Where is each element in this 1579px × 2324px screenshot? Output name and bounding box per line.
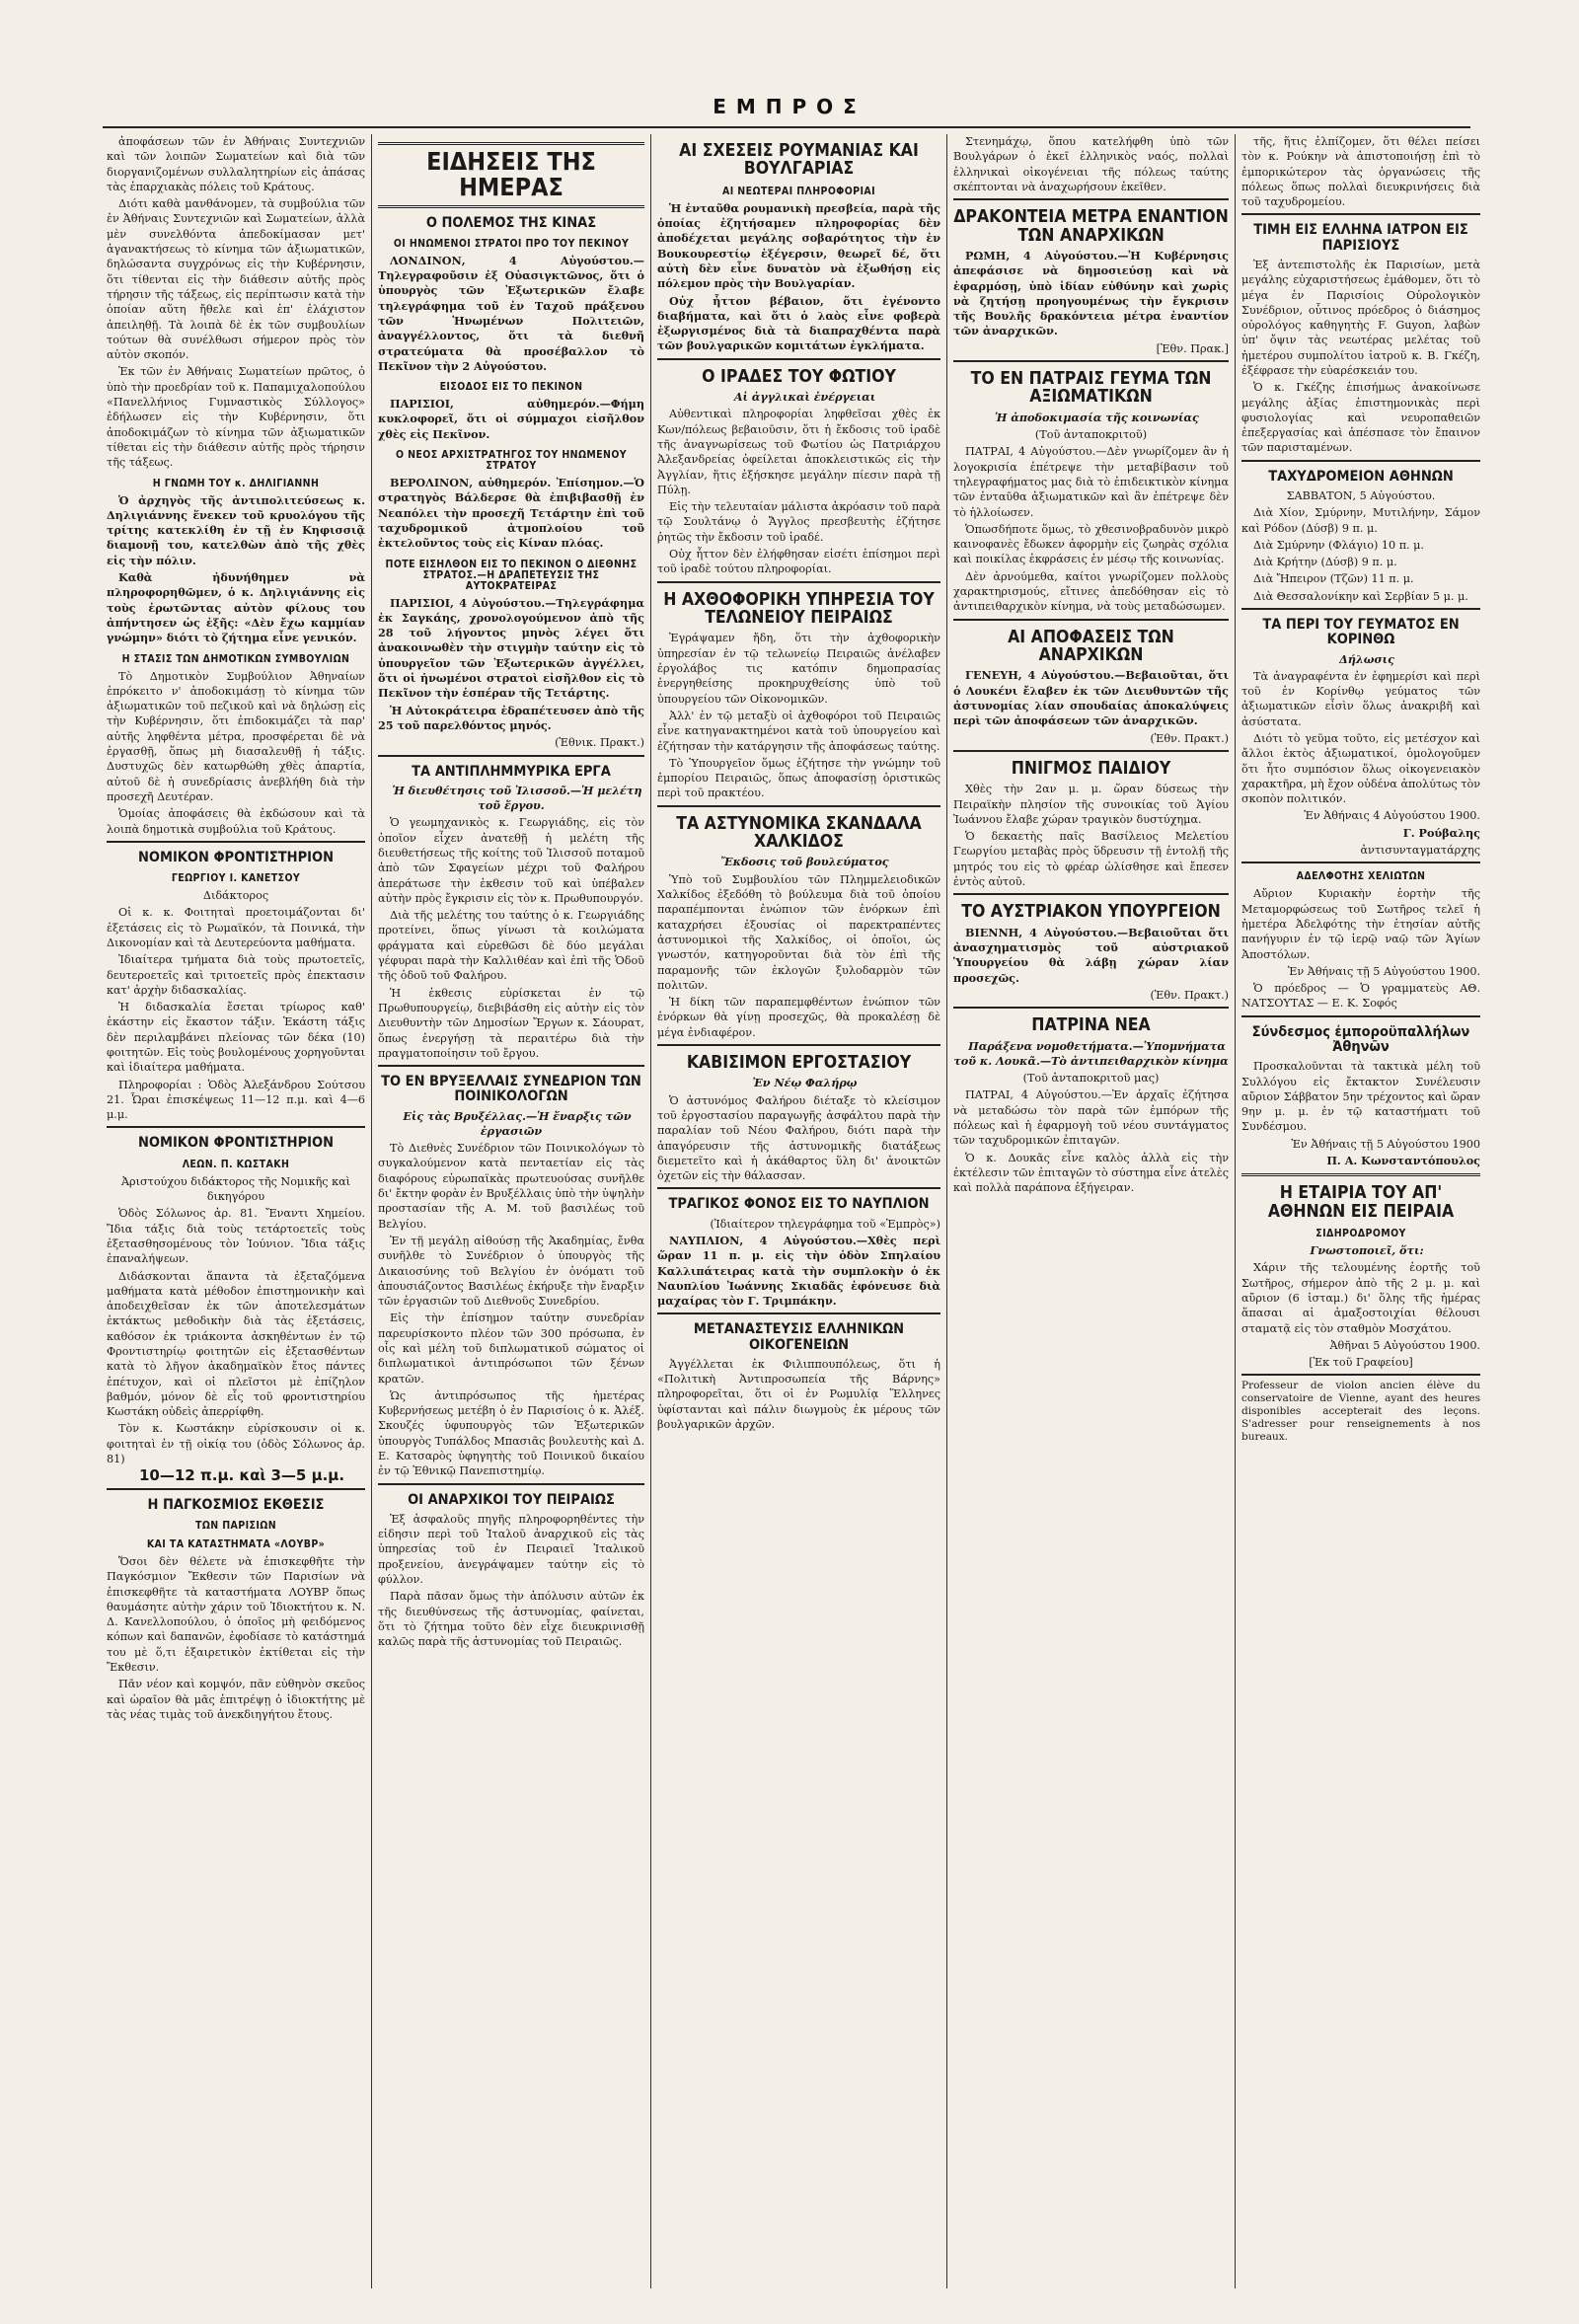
news-dispatch: ΠΑΡΙΣΙΟΙ, 4 Αὐγούστου.—Τηλεγράφημα ἐκ Σαγκάης, χρονολογούμενον ἀπὸ τῆς 28 τοῦ λήγοντος μηνὸς λέγει ὅτι ἀνακοινωθὲν τὴν στιγμὴν ταύτην εἰς τὸ ὑπουργεῖον τῶν Ἐξωτερικῶν ἀγγέλλει, ὅτι οἱ ἡνωμένοι στρατοὶ εἰσῆλθον εἰς τὸ Πεκῖνον τὴν ἑσπέραν τῆς Τετάρτης. — [378, 595, 644, 701]
article-headline: Ο ΠΟΛΕΜΟΣ ΤΗΣ ΚΙΝΑΣ — [425, 214, 597, 231]
section-rule — [1241, 1015, 1480, 1017]
article-subheading: Παράξενα νομοθετήματα.—Ὑπομνήματα τοῦ κ. Λουκᾶ.—Τὸ ἀντιπειθαρχικὸν κίνημα — [953, 1038, 1229, 1068]
paragraph: Διότι καθὰ μανθάνομεν, τὰ συμβούλια τῶν ἐν Ἀθήναις Συντεχνιῶν καὶ Σωματείων, ἀλλὰ μὲν συνελθόντα ἀπεδοκίμασαν μετ' ἀγανακτήσεως τὸ κίνημα τῶν ἀξιωματικῶν, δηλώσαντα συγχρόνως εἰς τὴν Κυβέρνησιν, ὅτι τίθενται εἰς τὴν διάθεσιν αὐτῆς πρὸς τήρησιν τῆς τάξεως, εἰς περίπτωσιν κατὰ τὴν ὁποίαν αὕτη ἤθελε καὶ ἐπ' ἐλάχιστον ἀπειληθῇ. Τὰ λοιπὰ δὲ ἐκ τῶν συμβουλίων τούτων θὰ συνέλθωσι σήμερον πρὸς τὸν αὐτὸν σκοπόν. — [107, 197, 365, 362]
paragraph: ΠΑΤΡΑΙ, 4 Αὐγούστου.—Δὲν γνωρίζομεν ἂν ἡ λογοκρισία ἐπέτρεψε τὴν μεταβίβασιν τοῦ τηλεγραφήματος μας διὰ τὸ ἐπιδεικτικὸν κίνημα τῶν ἐνταῦθα ἀξιωματικῶν καὶ ἂν ἐπέτρεψε δὲν τὸ ἠλλοίωσεν. — [953, 445, 1229, 519]
news-dispatch: Καθὰ ἠδυνήθημεν νὰ πληροφορηθῶμεν, ὁ κ. Δηλιγιάννης εἰς τοὺς ἐρωτῶντας αὐτὸν φίλους του ἀπήντησεν ὡς ἑξῆς: «Δὲν ἔχω καμμίαν γνώμην» διότι τὸ ζήτημα εἶνε γενικόν. — [107, 570, 365, 645]
paragraph: Τὰ ἀναγραφέντα ἐν ἐφημερίσι καὶ περὶ τοῦ ἐν Κορίνθῳ γεύματος τῶν ἀξιωματικῶν εἶσὶν ὅλως ἀνακριβῆ καὶ ἀσύστατα. — [1241, 669, 1480, 728]
article-headline: Ο ΙΡΑΔΕΣ ΤΟΥ ΦΩΤΙΟΥ — [702, 366, 896, 387]
column-3 — [657, 134, 940, 2288]
paragraph: Τὸ Δημοτικὸν Συμβούλιον Ἀθηναίων ἐπρόκειτο ν' ἀποδοκιμάσῃ τὸ κίνημα τῶν ἀξιωματικῶν τοῦ πεζικοῦ καὶ νὰ δηλώσῃ εἰς τὴν Κυβέρνησιν, ὅτι ἐπιδοκιμάζει τὰ παρ' αὐτῆς ληφθέντα μέτρα, προσφέρεται δὲ νὰ ἐργασθῇ, ὅπως μὴ διασαλευθῇ ἡ τάξις. Δυστυχῶς δὲν κατωρθώθη χθὲς ἀπαρτία, αὐτοῦ δὲ ἡ συνεδρίασις ἀνεβλήθη διὰ τὴν προσεχῆ Δευτέραν. — [107, 669, 365, 803]
paragraph: Ὁδὸς Σόλωνος ἀρ. 81. Ἔναντι Χημείου. Ἴδια τάξις διὰ τοὺς τετάρτοετεῖς τοὺς ἐξετασθησομένους τὸν Ἰούνιον. Ἴδια τάξις ἐπαναλήψεων. — [107, 1207, 365, 1266]
news-dispatch: ΡΩΜΗ, 4 Αὐγούστου.—Ἡ Κυβέρνησις ἀπεφάσισε νὰ δημοσιεύσῃ καὶ νὰ ἐφαρμόσῃ, ὑπὸ ἰδίαν εὐθύνην καὶ χωρὶς νὰ ζητήσῃ προηγουμένως τὴν ἔγκρισιν τῆς Βουλῆς δρακόντεια μέτρα ἐναντίον τῶν ἀναρχικῶν. — [953, 248, 1229, 338]
paragraph: Ὅσοι δὲν θέλετε νὰ ἐπισκεφθῆτε τὴν Παγκόσμιον Ἔκθεσιν τῶν Παρισίων νὰ ἐπισκεφθῆτε τὰ καταστήματα ΛΟΥΒΡ ὅπως θαυμάσητε αὐτὴν χάριν τοῦ Ἰδιοκτήτου κ. Ν. Δ. Κανελλοπούλου, ὁ ὁποῖος μὴ φειδόμενος κόπων καὶ δαπανῶν, ἐφοδίασε τὸ κατάστημά του μὲ ὅ,τι ἐξαιρετικὸν ἐκτίθεται εἰς τὴν Ἔκθεσιν. — [107, 1554, 365, 1674]
paragraph: Πᾶν νέον καὶ κομψόν, πᾶν εὐθηνὸν σκεῦος καὶ ὡραῖον θὰ μᾶς ἐπιτρέψῃ ὁ ἰδιοκτήτης μὲ τὰς νέας τιμὰς τοῦ ἀνεκδιηγήτου ἔτους. — [107, 1678, 365, 1721]
paragraph: Διότι τὸ γεῦμα τοῦτο, εἰς μετέσχον καὶ ἄλλοι ἐκτὸς ἀξιωματικοί, ὁμολογοῦμεν ὅτι ἦτο συμπόσιον ὅλως οἰκογενειακὸν χαρακτῆρα, μὴ ἔχον οὐδένα ἀπολύτως τὸν σκοπὸν πολιτικόν. — [1241, 732, 1480, 806]
article-subheading: Ἡ ἀποδοκιμασία τῆς κοινωνίας — [995, 410, 1199, 424]
article-headline: ΤΑ ΑΣΤΥΝΟΜΙΚΑ ΣΚΑΝΔΑΛΑ ΧΑΛΚΙΔΟΣ — [676, 813, 922, 853]
article-subheading: Εἰς τὰς Βρυξέλλας.—Ἡ ἔναρξις τῶν ἐργασιῶν — [403, 1108, 632, 1138]
article-headline: Ο ΝΕΟΣ ΑΡΧΙΣΤΡΑΤΗΓΟΣ ΤΟΥ ΗΝΩΜΕΝΟΥ ΣΤΡΑΤΟΥ — [395, 449, 628, 473]
paragraph: τῆς, ἥτις ἐλπίζομεν, ὅτι θέλει πείσει τὸν κ. Ρούκην νὰ ἀπιστοποιήσῃ ἐπὶ τὸ ἐμπορικώτερον τὰς ὀργανώσεις τῆς πόλεως ὅπως πολλαὶ διευκρινήσεις διὰ τοῦ ταχυδρομείου. — [1241, 135, 1480, 209]
source-credit: [Ἐθν. Πρακ.] — [1156, 341, 1229, 355]
article-headline: ΟΙ ΗΝΩΜΕΝΟΙ ΣΤΡΑΤΟΙ ΠΡΟ ΤΟΥ ΠΕΚΙΝΟΥ — [393, 237, 630, 250]
paragraph: Αὔριον Κυριακὴν ἑορτὴν τῆς Μεταμορφώσεως τοῦ Σωτῆρος τελεῖ ἡ ἡμετέρα Ἀδελφότης τὴν ἐτησίαν αὐτῆς πανήγυριν ἐν τῷ ἱερῷ ναῷ τῶν Ἁγίων Ἀποστόλων. — [1241, 887, 1480, 961]
article-headline: ΠΟΤΕ ΕΙΣΗΛΘΟΝ ΕΙΣ ΤΟ ΠΕΚΙΝΟΝ Ο ΔΙΕΘΝΗΣ ΣΤΡΑΤΟΣ.—Η ΔΡΑΠΕΤΕΥΣΙΣ ΤΗΣ ΑΥΤΟΚΡΑΤΕΙΡΑΣ — [385, 558, 638, 592]
paragraph: Ἰδιαίτερα τμήματα διὰ τοὺς πρωτοετεῖς, δευτεροετεῖς καὶ τριτοετεῖς πρὸς ἐπεκτασιν κατ' ἀρχὴν διδασκαλίας. — [107, 953, 365, 997]
column-1 — [107, 134, 365, 2288]
section-rule — [657, 1187, 940, 1189]
section-rule — [1241, 460, 1480, 462]
paragraph: Ὁ κ. Γκέζης ἐπισήμως ἀνακοίνωσε μεγάλης ἀξίας ἐπιστημονικὰς περὶ φυσιολογίας καὶ νευροπαθειῶν ἐπεξεργασίας καὶ ἀπέσπασε τὸν ἔπαινον τῶν παρισταμένων. — [1241, 381, 1480, 455]
section-rule — [378, 1483, 644, 1485]
paragraph: Στενημάχῳ, ὅπου κατελήφθη ὑπὸ τῶν Βουλγάρων ὁ ἐκεῖ ἑλληνικὸς ναός, πολλαὶ ἑλληνικαὶ οἰκογένειαι τῆς πόλεως ταύτης σκέπτονται νὰ ἀναχωρήσουν ἐκεῖθεν. — [953, 135, 1229, 193]
article-headline: ΕΙΔΗΣΕΙΣ ΤΗΣ ΗΜΕΡΑΣ — [378, 142, 644, 208]
article-headline: Η ΑΧΘΟΦΟΡΙΚΗ ΥΠΗΡΕΣΙΑ ΤΟΥ ΤΕΛΩΝΕΙΟΥ ΠΕΙΡΑΙΩΣ — [663, 589, 935, 629]
article-headline: ΛΕΩΝ. Π. ΚΩΣΤΑΚΗ — [182, 1158, 290, 1170]
paragraph: Προσκαλοῦνται τὰ τακτικὰ μέλη τοῦ Συλλόγου εἰς ἔκτακτον Συνέλευσιν αὔριον Σάββατον 5ην τρέχοντος καὶ ὥραν 9ην μ. μ. ἐν τῷ καταστήματι τοῦ Συνδέσμου. — [1241, 1060, 1480, 1134]
news-dispatch: Ὁ ἀρχηγὸς τῆς ἀντιπολιτεύσεως κ. Δηλιγιάννης ἕνεκεν τοῦ κρυολόγου τῆς τρίτης κατεκλίθη ἐν τῇ ἐν Κηφισσιᾷ διαμονῇ του, κατελθὼν ἀπὸ τῆς χθὲς εἰς τὴν πόλιν. — [107, 492, 365, 567]
section-rule — [953, 619, 1229, 621]
paragraph: Διὰ Κρήτην (Δύσβ) 9 π. μ. — [1253, 556, 1397, 569]
section-rule — [657, 358, 940, 360]
article-headline: ΤΑ ΠΕΡΙ ΤΟΥ ΓΕΥΜΑΤΟΣ ΕΝ ΚΟΡΙΝΘΩ — [1262, 617, 1460, 648]
column-5 — [1241, 134, 1480, 2288]
news-dispatch: ΒΙΕΝΝΗ, 4 Αὐγούστου.—Βεβαιοῦται ὅτι ἀνασχηματισμὸς τοῦ αὐστριακοῦ Ὑπουργείου θὰ λάβῃ χώραν λίαν προσεχῶς. — [953, 925, 1229, 985]
section-rule — [953, 360, 1229, 362]
news-dispatch: Οὐχ ἧττον βέβαιον, ὅτι ἐγένοντο διαβήματα, καὶ ὅτι ὁ λαὸς εἶνε φοβερὰ ἐξωργισμένος διὰ τὰ διαπραχθέντα παρὰ τῶν βουλγαρικῶν κομιτάτων ἐγκλήματα. — [657, 293, 940, 353]
paragraph: Διὰ Χίον, Σμύρνην, Μυτιλήνην, Σάμον καὶ Ρόδον (Δύσβ) 9 π. μ. — [1241, 506, 1480, 535]
paragraph: Ἐν τῇ μεγάλῃ αἰθούσῃ τῆς Ἀκαδημίας, ἔνθα συνῆλθε τὸ Συνέδριον ὁ ὑπουργὸς τῆς Δικαιοσύνης τοῦ Βελγίου ἐν ὀνόματι τοῦ ἀπουσιάζοντος Βασιλέως ἐκήρυξε τὴν ἔναρξιν τῶν ἐργασιῶν τοῦ Διεθνοῦς Συνεδρίου. — [378, 1234, 644, 1309]
source-credit: ἀντισυνταγματάρχης — [1360, 844, 1480, 858]
article-headline: Σύνδεσμος ἐμποροϋπαλλήλων Ἀθηνῶν — [1251, 1023, 1470, 1055]
news-dispatch: ΛΟΝΔΙΝΟΝ, 4 Αὐγούστου.—Τηλεγραφοῦσιν ἐξ Οὐασιγκτῶνος, ὅτι ὁ ὑπουργὸς τῶν Ἐξωτερικῶν ἔλαβε τηλεγράφημα τοῦ ἐν Ταχοῦ πράξενου τῶν Ἡνωμένων Πολιτειῶν, ἀναγγέλλοντος, ὅτι τὰ διεθνῆ στρατεύματα θὰ προσέβαλλον τὸ Πεκῖνον τὴν 2 Αὐγούστου. — [378, 253, 644, 373]
article-headline: Η ΠΑΓΚΟΣΜΙΟΣ ΕΚΘΕΣΙΣ — [147, 1496, 325, 1513]
source-credit: (Ἰδιαίτερον τηλεγράφημα τοῦ «Ἐμπρὸς») — [710, 1217, 940, 1231]
notice-hours: 10—12 π.μ. καὶ 3—5 μ.μ. — [138, 1466, 345, 1485]
article-headline: ΤΩΝ ΠΑΡΙΣΙΩΝ — [194, 1519, 277, 1532]
article-headline: ΕΙΣΟΔΟΣ ΕΙΣ ΤΟ ΠΕΚΙΝΟΝ — [439, 381, 583, 394]
article-headline: ΟΙ ΑΝΑΡΧΙΚΟΙ ΤΟΥ ΠΕΙΡΑΙΩΣ — [408, 1491, 615, 1508]
column-divider — [371, 134, 372, 2288]
source-credit: Ἐν Ἀθήναις 4 Αὐγούστου 1900. — [1304, 809, 1480, 823]
article-headline: Η ΓΝΩΜΗ ΤΟΥ κ. ΔΗΛΙΓΙΑΝΝΗ — [152, 477, 320, 489]
paragraph: Εἰς τὴν τελευταίαν μάλιστα ἀκρόασιν τοῦ παρὰ τῷ Σουλτάνῳ ὁ Ἄγγλος πρεσβευτὴς ἐζήτησε ῥητῶς τὴν ἔκδοσιν τοῦ ἰραδέ. — [657, 500, 940, 544]
paragraph: Ἐξ ἀντεπιστολῆς ἐκ Παρισίων, μετὰ μεγάλης εὐχαριστήσεως ἐμάθομεν, ὅτι τὸ μέγα ἐν Παρισίοις Οὐρολογικὸν Συνέδριον, οὗτινος πρόεδρος ὁ διάσημος οὐρολόγος καθηγητὴς F. Guyon, λαβὼν ὑπ' ὄψιν τὰς νεωτέρας μελέτας τοῦ ἡμετέρου συμπολίτου ἰατροῦ κ. Β. Γκέζη, ἐξέφρασε τὴν εὐαρέσκειάν του. — [1241, 258, 1480, 377]
section-rule — [657, 805, 940, 807]
paragraph: Διὰ Σμύρνην (Φλάγιο) 10 π. μ. — [1253, 538, 1424, 552]
signature-line: Π. Α. Κωνσταντόπουλος — [1326, 1153, 1480, 1167]
section-rule — [107, 841, 365, 843]
paragraph: Τὸν κ. Κωστάκην εὑρίσκουσιν οἱ κ. φοιτηταὶ ἐν τῇ οἰκίᾳ του (ὁδὸς Σόλωνος ἀρ. 81) — [107, 1422, 365, 1466]
paragraph: Ὁπωσδήποτε ὅμως, τὸ χθεσινοβραδυνὸν μικρὸ καινοφανὲς ἔδωκεν ἀφορμὴν εἰς ζωηρὰς σχόλια καὶ ποικίλας ἐκφράσεις ἐν μέσῳ τῆς κοινωνίας. — [953, 522, 1229, 566]
paragraph: Διὰ τῆς μελέτης του ταύτης ὁ κ. Γεωργιάδης προτείνει, ὅπως γίνωσι τὰ κοιλώματα φράγματα καὶ εὑρεθῶσι δὲ δύο μεγάλαι γέφυραι παρὰ τὴν Καλλιθέαν καὶ ἐπὶ τῆς Ὁδοῦ τῆς ὁδοῦ τοῦ Φαλήρου. — [378, 909, 644, 983]
masthead-rule — [103, 126, 1470, 128]
centered-line: (Τοῦ ἀνταποκριτοῦ μας) — [1022, 1072, 1160, 1086]
paragraph: Ὁμοίας ἀποφάσεις θὰ ἐκδώσουν καὶ τὰ λοιπὰ δημοτικὰ συμβούλια τοῦ Κράτους. — [107, 807, 365, 836]
column-divider — [650, 134, 651, 2288]
paragraph: ΠΑΤΡΑΙ, 4 Αὐγούστου.—Ἐν ἀρχαῖς ἐζήτησα νὰ μεταδώσω τὸν παρὰ τῶν ἐμπόρων τῆς πόλεως καὶ ἡ ἐφαρμογὴ τοῦ νέου συντάγματος τῶν ταχυδρομικῶν ἐπιταγῶν. — [953, 1088, 1229, 1148]
section-rule — [1241, 213, 1480, 215]
article-headline: ΤΟ ΕΝ ΒΡΥΞΕΛΛΑΙΣ ΣΥΝΕΔΡΙΟΝ ΤΩΝ ΠΟΙΝΙΚΟΛΟΓΩΝ — [381, 1074, 641, 1105]
paragraph: Ὁ δεκαετὴς παῖς Βασίλειος Μελετίου Γεωργίου μεταβὰς πρὸς ὕδρευσιν τῇ ἐντολῇ τῆς μητρός του εἰς τὸ φρέαρ ὠλίσθησε καὶ ἔπεσεν ἐντὸς αὐτοῦ. — [953, 830, 1229, 889]
source-credit: Ἐν Ἀθήναις τῇ 5 Αὐγούστου 1900. — [1287, 964, 1480, 978]
column-divider — [946, 134, 947, 2288]
section-rule — [378, 1065, 644, 1067]
article-headline: ΝΟΜΙΚΟΝ ΦΡΟΝΤΙΣΤΗΡΙΟΝ — [137, 849, 335, 865]
source-credit: (Ἐθνικ. Πρακτ.) — [555, 736, 644, 750]
paragraph: Ὁ κ. Δουκᾶς εἶνε καλὸς ἀλλὰ εἰς τὴν ἐκτέλεσιν τῶν ἐπιταγῶν τὸ σύστημα εἶνε ἀτελὲς καὶ πολλὰ παράπονα ἐξήγειραν. — [953, 1151, 1229, 1195]
section-rule — [107, 1488, 365, 1490]
signature-line: Γ. Ρούβαλης — [1402, 825, 1480, 840]
section-rule — [657, 1312, 940, 1314]
article-headline: ΤΟ ΕΝ ΠΑΤΡΑΙΣ ΓΕΥΜΑ ΤΩΝ ΑΞΙΩΜΑΤΙΚΩΝ — [970, 369, 1212, 408]
paragraph: Παρὰ πᾶσαν ὅμως τὴν ἀπόλυσιν αὐτῶν ἐκ τῆς διευθύνσεως τῆς ἀστυνομίας, φαίνεται, ὅτι τὸ ζήτημα τοῦτο δὲν εἶχε διευκρινισθῇ καλῶς παρὰ τῆς ἀστυνομίας τοῦ Πειραιῶς. — [378, 1590, 644, 1649]
centered-line: (Τοῦ ἀνταποκριτοῦ) — [1034, 428, 1148, 442]
article-headline: Η ΣΤΑΣΙΣ ΤΩΝ ΔΗΜΟΤΙΚΩΝ ΣΥΜΒΟΥΛΙΩΝ — [121, 652, 350, 665]
section-rule — [107, 1126, 365, 1128]
paragraph: Ἡ ἐκθεσις εὑρίσκεται ἐν τῷ Πρωθυπουργείῳ, διεβιβάσθη εἰς αὐτὴν εἰς τὸν Διευθυντὴν τῶν Δημοσίων Ἔργων κ. Σάουρατ, ὅπως ἐνεργήσῃ τὰ περαιτέρω διὰ τὴν πραγματοποίησιν τοῦ ἔργου. — [378, 986, 644, 1060]
article-headline: Η ΕΤΑΙΡΙΑ ΤΟΥ ΑΠ' ΑΘΗΝΩΝ ΕΙΣ ΠΕΙΡΑΙΑ — [1267, 1183, 1455, 1222]
article-subheading: Δήλωσις — [1339, 651, 1394, 666]
article-subheading: Αἱ ἀγγλικαὶ ἐνέργειαι — [733, 390, 876, 405]
paragraph: Οὐχ ἧττον δὲν ἐλήφθησαν εἰσέτι ἐπίσημοι περὶ τοῦ ἰραδὲ τούτου πληροφορίαι. — [657, 548, 940, 576]
paragraph: Ὡς ἀντιπρόσωπος τῆς ἡμετέρας Κυβερνήσεως μετέβη ὁ ἐν Παρισίοις ὁ κ. Ἀλέξ. Σκουζές ὑφυπουργὸς τῶν Ἐξωτερικῶν ὑπουργὸς Τυπάλδος Μπασιᾶς βουλευτὴς καὶ Δ. Ε. Κατσαρὸς ὑφηγητὴς τοῦ Ποινικοῦ δικαίου ἐν τῷ Ἐθνικῷ Πανεπιστημίῳ. — [378, 1388, 644, 1478]
centered-line: Ἀριστούχου διδάκτορος τῆς Νομικῆς καὶ δικηγόρου — [120, 1174, 351, 1204]
paragraph: Τὸ Διεθνὲς Συνέδριον τῶν Ποινικολόγων τὸ συγκαλούμενον κατὰ πενταετίαν εἰς τὰς διαφόρους εὐρωπαϊκὰς πρωτευούσας συνῆλθε δι' ἔκτην φορὰν ἐν Βρυξέλλαις ὑπὸ τὴν ὑψηλὴν προστασίαν τῆς Α. Μ. τοῦ βασιλέως τοῦ Βελγίου. — [378, 1142, 644, 1231]
article-headline: ΤΑΧΥΔΡΟΜΕΙΟΝ ΑΘΗΝΩΝ — [1268, 468, 1454, 485]
section-rule — [657, 581, 940, 583]
news-dispatch: ΠΑΡΙΣΙΟΙ, αὐθημερόν.—Φήμη κυκλοφορεῖ, ὅτι οἱ σύμμαχοι εἰσῆλθον χθὲς εἰς Πεκῖνον. — [378, 397, 644, 441]
centered-line: ΣΑΒΒΑΤΟΝ, 5 Αὐγούστου. — [1286, 489, 1436, 502]
paragraph: Διὰ Ἤπειρον (Τζῶν) 11 π. μ. — [1253, 572, 1414, 586]
paragraph: Ἐκ τῶν ἐν Ἀθήναις Σωματείων πρῶτος, ὁ ὑπὸ τὴν προεδρίαν τοῦ κ. Παπαμιχαλοπούλου «Πανελλήνιος Γυμναστικὸς Σύλλογος» ἐδήλωσεν εἰς τὴν Κυβέρνησιν, ὅτι ἀποδοκιμάζων τὸ κίνημα τῶν ἀξιωματικῶν τίθεται εἰς τὴν διάθεσιν αὐτῆς πρὸς τήρησιν τῆς τάξεως. — [107, 365, 365, 470]
paragraph: Ἀλλ' ἐν τῷ μεταξὺ οἱ ἀχθοφόροι τοῦ Πειραιῶς εἶνε κατηγανακτημένοι κατὰ τοῦ ὑπουργείου καὶ ἐζήτησαν τὴν κατάργησιν τῆς ἀποφάσεως ταύτης. — [657, 709, 940, 753]
article-headline: ΤΟ ΑΥΣΤΡΙΑΚΟΝ ΥΠΟΥΡΓΕΙΟΝ — [961, 902, 1221, 923]
source-credit: (Ἐθν. Πρακτ.) — [1150, 988, 1229, 1002]
article-headline: ΑΙ ΑΠΟΦΑΣΕΙΣ ΤΩΝ ΑΝΑΡΧΙΚΩΝ — [1008, 627, 1174, 665]
article-headline: ΤΡΑΓΙΚΟΣ ΦΟΝΟΣ ΕΙΣ ΤΟ ΝΑΥΠΛΙΟΝ — [668, 1196, 930, 1213]
paragraph: Ὁ γεωμηχανικὸς κ. Γεωργιάδης, εἰς τὸν ὁποῖον εἶχεν ἀνατεθῇ ἡ μελέτη τῆς διευθετήσεως τῆς κοίτης τοῦ Ἰλισσοῦ ποταμοῦ ἀπὸ τῶν Σφαγείων μέχρι τοῦ Φαλήρου ἀπεράτωσε τὴν ἐκθεσιν τοῦ καὶ ὑπέβαλεν αὐτὴν πρὸς ἔγκρισιν εἰς τὸν κ. Πρωθυπουργόν. — [378, 816, 644, 905]
paragraph: Ἀγγέλλεται ἐκ Φιλιππουπόλεως, ὅτι ἡ «Πολιτικὴ Ἀντιπροσωπεία τῆς Βάρνης» πληροφορεῖται, ὅτι οἱ ἐν Ρωμυλίᾳ Ἕλληνες ὑφίστανται καὶ πάλιν διωγμοὺς ἐκ μέρους τῶν βουλγαρικῶν ἀρχῶν. — [657, 1357, 940, 1432]
article-subheading: Ἔκδοσις τοῦ βουλεύματος — [720, 855, 889, 869]
classified-notice: Professeur de violon ancien élève du conservatoire de Vienne, ayant des heures disponibles accepterait des leçons. S'adresser pour renseignements à nos bureaux. — [1241, 1380, 1480, 1444]
article-headline: ΠΝΙΓΜΟΣ ΠΑΙΔΙΟΥ — [1011, 758, 1171, 779]
centered-line: [Ἐκ τοῦ Γραφείου] — [1309, 1356, 1413, 1370]
section-rule — [378, 755, 644, 757]
article-headline: ΣΙΔΗΡΟΔΡΟΜΟΥ — [1316, 1228, 1406, 1240]
paragraph: Αὐθεντικαὶ πληροφορίαι ληφθεῖσαι χθὲς ἐκ Κων/πόλεως βεβαιοῦσιν, ὅτι ἡ ἔκδοσις τοῦ ἰραδὲ τῆς ἀναγνωρίσεως τοῦ Φωτίου ὡς Πατριάρχου Ἀλεξανδρείας ὀφείλεται ἀποκλειστικῶς εἰς τὴν Ἀγγλίαν, ἥτις ἐξήσκησε μεγάλην πίεσιν παρὰ τῇ Πύλῃ. — [657, 408, 940, 496]
paragraph: Πληροφορίαι : Ὁδὸς Ἀλεξάνδρου Σούτσου 21. Ὧραι ἐπισκέψεως 11—12 π.μ. καὶ 4—6 μ.μ. — [107, 1078, 365, 1122]
article-headline: ΝΟΜΙΚΟΝ ΦΡΟΝΤΙΣΤΗΡΙΟΝ — [137, 1135, 335, 1152]
section-rule — [1241, 862, 1480, 863]
news-dispatch: Ἡ ἐνταῦθα ρουμανικὴ πρεσβεία, παρὰ τῆς ὁποίας ἐζητήσαμεν πληροφορίας δὲν ἀποδέχεται μεγάλης σοβαρότητος τὴν ἐν Βουκουρεστίῳ ἐξέγερσιν, θεωρεῖ δέ, ὅτι αὐτὴ δὲν εἶνε δυνατὸν νὰ ἐξωθήσῃ εἰς πόλεμον πρὸς τὴν Βουλγαρίαν. — [657, 200, 940, 291]
paragraph: Εἰς τὴν ἐπίσημον ταύτην συνεδρίαν παρευρίσκοντο πλέον τῶν 300 πρόσωπα, ἐν οἷς καὶ μέλη τοῦ διπλωματικοῦ σώματος οἱ διπλωματικοὶ ἀντιπρόσωποι τῶν ξένων κρατῶν. — [378, 1312, 644, 1386]
source-credit: Ἀθῆναι 5 Αὐγούστου 1900. — [1329, 1338, 1480, 1352]
article-subheading: Ἐν Νέῳ Φαλήρῳ — [752, 1076, 858, 1090]
article-headline: ΔΡΑΚΟΝΤΕΙΑ ΜΕΤΡΑ ΕΝΑΝΤΙΟΝ ΤΩΝ ΑΝΑΡΧΙΚΩΝ — [953, 207, 1229, 246]
paragraph: Τὸ Ὑπουργεῖον ὅμως ἐζήτησε τὴν γνώμην τοῦ ἐμπορίου Πειραιῶς, ὅπως ἀποφασίσῃ ὁριστικῶς περὶ τοῦ πρακτέου. — [657, 756, 940, 800]
source-credit: Ἐν Ἀθήναις τῇ 5 Αὐγούστου 1900 — [1291, 1137, 1480, 1151]
section-rule — [953, 750, 1229, 752]
news-dispatch: Ἡ Αὐτοκράτειρα ἐδραπέτευσεν ἀπὸ τῆς 25 τοῦ παρελθόντος μηνός. — [378, 703, 644, 732]
masthead — [0, 95, 1579, 130]
centered-line: Διδάκτορος — [202, 889, 269, 903]
news-dispatch: ΓΕΝΕΥΗ, 4 Αὐγούστου.—Βεβαιοῦται, ὅτι ὁ Λουκένι ἔλαβεν ἐκ τῶν Διευθυντῶν τῆς ἀστυνομίας λίαν σπουδαίας ἀποκαλύψεις περὶ τῶν ἀποφάσεων τῶν ἀναρχικῶν. — [953, 668, 1229, 728]
article-headline: ΓΕΩΡΓΙΟΥ Ι. ΚΑΝΕΤΣΟΥ — [171, 872, 301, 885]
article-headline: ΚΑΙ ΤΑ ΚΑΤΑΣΤΗΜΑΤΑ «ΛΟΥΒΡ» — [146, 1537, 326, 1550]
paragraph: Ὑπὸ τοῦ Συμβουλίου τῶν Πλημμελειοδικῶν Χαλκίδος ἐξεδόθη τὸ βούλευμα διὰ τοῦ ὁποίου παραπέμπονται ἐνώπιον τῶν ἐνόρκων ἐπὶ καταχρήσει ἐξουσίας οἱ παρεκτραπέντες ἀστυνομικοὶ τῆς Χαλκίδος, οἱ ὁποῖοι, ὡς γνωστόν, κατηγοροῦνται διὰ τὸν ἐπὶ τῆς παραμονῆς τῶν ἐκλογῶν ξυλοδαρμὸν τῶν πολιτῶν. — [657, 872, 940, 992]
news-dispatch: ΝΑΥΠΛΙΟΝ, 4 Αὐγούστου.—Χθὲς περὶ ὥραν 11 π. μ. εἰς τὴν ὁδὸν Σπηλαίου Καλλιπάτειρας κατὰ τὴν συμπλοκὴν ὁ ἐκ Ναυπλίου Ἰωάννης Σκιαδᾶς ἐφόνευσε διὰ μαχαίρας τὸν Γ. Τριμπάκην. — [657, 1233, 940, 1309]
source-credit: (Ἐθν. Πρακτ.) — [1150, 731, 1229, 745]
article-headline: ΠΑΤΡΙΝΑ ΝΕΑ — [1031, 1015, 1151, 1036]
section-rule — [1241, 608, 1480, 610]
article-headline: ΑΙ ΣΧΕΣΕΙΣ ΡΟΥΜΑΝΙΑΣ ΚΑΙ ΒΟΥΛΓΑΡΙΑΣ — [679, 141, 919, 180]
section-rule — [657, 1044, 940, 1046]
section-rule — [1241, 1374, 1480, 1376]
paragraph: Ὁ ἀστυνόμος Φαλήρου διέταξε τὸ κλείσιμον τοῦ ἐργοστασίου παραγωγῆς ἀσφάλτου παρὰ τὴν παραλίαν τοῦ Νέου Φαλήρου, διότι παρὰ τὴν ἀπαγόρευσιν τῆς ἀστυνομικῆς διατάξεως διεμετεῖτο καὶ ἡ ἀκάθαρτος ὕλη δι' ἀνοικτῶν ὀχετῶν εἰς τὴν θάλασσαν. — [657, 1093, 940, 1183]
section-double-rule — [1241, 1173, 1480, 1176]
masthead-title: ΕΜΠΡΟΣ — [713, 95, 866, 118]
article-headline: ΤΑ ΑΝΤΙΠΛΗΜΜΥΡΙΚΑ ΕΡΓΑ — [412, 763, 611, 780]
paragraph: Διὰ Θεσσαλονίκην καὶ Σερβίαν 5 μ. μ. — [1253, 589, 1468, 603]
paragraph: Χθὲς τὴν 2αν μ. μ. ὥραν δύσεως τὴν Πειραϊκὴν πλησίον τῆς συνοικίας τοῦ Ἁγίου Ἰωάννου ἔλαβε χώραν τραγικὸν δυστύχημα. — [953, 783, 1229, 826]
paragraph: Ἡ διδασκαλία ἔσεται τρίωρος καθ' ἑκάστην εἰς ἕκαστον τάξιν. Ἑκάστη τάξις δὲν περιλαμβάνει πλείονας τῶν δέκα (10) φοιτητῶν. Εἰς τοὺς βουλομένους χορηγοῦνται καὶ ἰδιαίτερα μαθήματα. — [107, 1001, 365, 1075]
paragraph: ἀποφάσεων τῶν ἐν Ἀθήναις Συντεχνιῶν καὶ τῶν λοιπῶν Σωματείων καὶ διὰ τῶν διοργανιζομένων συλλαλητηρίων εἰς ἁπάσας τὰς ἐπαρχιακὰς πόλεις τοῦ Κράτους. — [107, 135, 365, 193]
paragraph: Διδάσκονται ἅπαντα τὰ ἐξεταζόμενα μαθήματα κατὰ μέθοδον ἐπιστημονικὴν καὶ ἀποδειχθεῖσαν ἐκ τῶν ἀποτελεσμάτων ἐκτάκτως μεθοδικὴν διὰ τὰς ἐξετάσεις, καθόσον ἐκ τριάκοντα ἀσκηθέντων ἐν τῷ Φροντιστηρίῳ φοιτητῶν εἰς ἐξετασθέντων κατὰ τὸ λῆγον ἀκαδημαϊκὸν ἔτος πάντες ἐπέτυχον, καὶ οἱ πλεῖστοι μὲ ἐπίζηλον βαθμόν, μόνον δὲ εἷς τοῦ φροντιστηρίου Κωστάκη οὐδεὶς ἀπερρίφθη. — [107, 1269, 365, 1419]
paragraph: Οἱ κ. κ. Φοιτηταὶ προετοιμάζονται δι' ἐξετάσεις εἰς τὸ Ρωμαϊκόν, τὰ Ποινικά, τὴν Δικονομίαν καὶ τὰ Δευτερεύοντα μαθήματα. — [107, 906, 365, 949]
paragraph: Ἐξ ἀσφαλοῦς πηγῆς πληροφορηθέντες τὴν εἰδησιν περὶ τοῦ Ἰταλοῦ ἀναρχικοῦ εἰς τὰς ὑπηρεσίας τοῦ ἐν Πειραιεῖ Ἰταλικοῦ προξενείου, ἀνεγράψαμεν ταύτην εἰς τὸ φύλλον. — [378, 1512, 644, 1587]
section-rule — [953, 1007, 1229, 1009]
section-rule — [953, 198, 1229, 200]
column-2 — [378, 134, 644, 2288]
article-subheading: Ἡ διευθέτησις τοῦ Ἰλισσοῦ.—Ἡ μελέτη τοῦ ἔργου. — [392, 783, 642, 813]
paragraph: Δὲν ἀρνούμεθα, καίτοι γνωρίζομεν πολλοὺς χαρακτηρισμούς, εἴτινες ἀπεδόθησαν εἰς τὸ ἀντιπειθαρχικὸν κίνημα, νὰ τοὺς μεταδώσωμεν. — [953, 569, 1229, 614]
paragraph: Χάριν τῆς τελουμένης ἑορτῆς τοῦ Σωτῆρος, σήμερον ἀπὸ τῆς 2 μ. μ. καὶ αὔριον (6 ἰσταμ.) δι' ὅλης τῆς ἡμέρας ἅπασαι αἱ ἁμαξοστοιχίαι θέλουσι σταματᾷ εἰς τὸν σταθμὸν Μοσχάτου. — [1241, 1261, 1480, 1335]
news-dispatch: ΒΕΡΟΛΙΝΟΝ, αὐθημερόν. Ἐπίσημον.—Ὁ στρατηγὸς Βάλδερσε θὰ ἐπιβιβασθῇ ἐν Νεαπόλει τὴν προσεχῆ Τετάρτην ἐπὶ τοῦ ταχυδρομικοῦ ἀτμοπλοίου τοῦ ἐκτελοῦντος τοὺς εἰς Κίναν πλόας. — [378, 476, 644, 551]
paragraph: Ὁ πρόεδρος — Ὁ γραμματεὺς ΑΘ. ΝΑΤΣΟΥΤΑΣ — Ε. Κ. Σοφός — [1241, 982, 1480, 1011]
section-rule — [953, 893, 1229, 895]
article-headline: ΤΙΜΗ ΕΙΣ ΕΛΛΗΝΑ ΙΑΤΡΟΝ ΕΙΣ ΠΑΡΙΣΙΟΥΣ — [1253, 222, 1468, 254]
column-divider — [1235, 134, 1236, 2288]
column-4 — [953, 134, 1229, 2288]
article-subheading: Γνωστοποιεῖ, ὅτι: — [1310, 1243, 1424, 1258]
paragraph: Ἐγράψαμεν ἤδη, ὅτι τὴν ἀχθοφορικὴν ὑπηρεσίαν ἐν τῷ τελωνείῳ Πειραιῶς ἀνέλαβεν ἐργολάβος τις κατόπιν δημοπρασίας ἐνεργηθείσης προκηρυχθείσης ὑπὸ τοῦ ὑπουργείου τῶν Οἰκονομικῶν. — [657, 632, 940, 706]
article-headline: ΚΑΒΙΣΙΜΟΝ ΕΡΓΟΣΤΑΣΙΟΥ — [686, 1053, 912, 1073]
article-headline: ΜΕΤΑΝΑΣΤΕΥΣΙΣ ΕΛΛΗΝΙΚΩΝ ΟΙΚΟΓΕΝΕΙΩΝ — [693, 1321, 905, 1353]
paragraph: Ἡ δίκη τῶν παραπεμφθέντων ἐνώπιον τῶν ἐνόρκων θὰ γίνῃ προσεχῶς, θὰ προκαλέσῃ δὲ μέγα ἐνδιαφέρον. — [657, 996, 940, 1039]
article-headline: ΑΔΕΛΦΟΤΗΣ ΧΕΛΙΩΤΩΝ — [1296, 870, 1426, 883]
article-headline: ΑΙ ΝΕΩΤΕΡΑΙ ΠΛΗΡΟΦΟΡΙΑΙ — [721, 185, 875, 197]
